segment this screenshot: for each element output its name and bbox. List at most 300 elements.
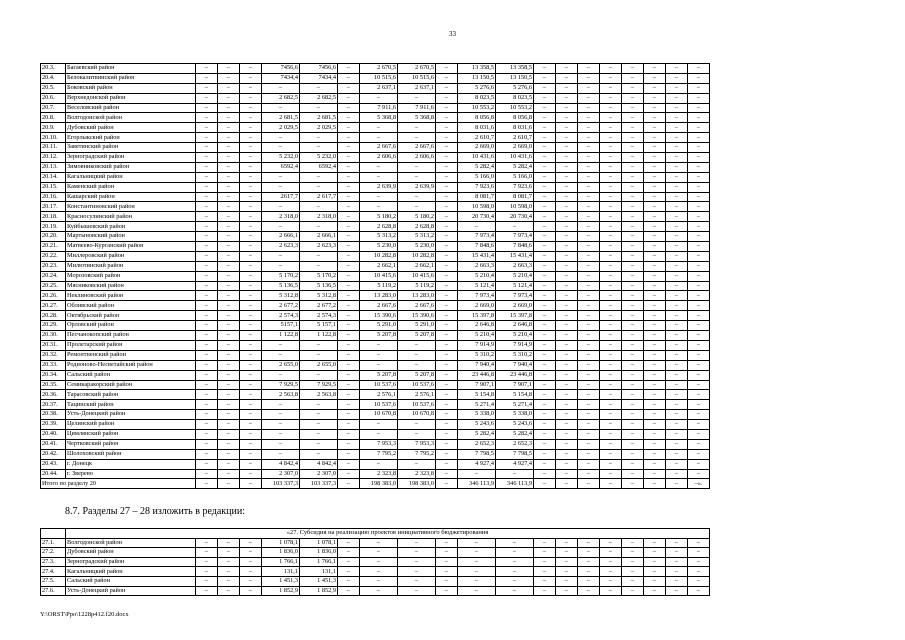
value-cell: – [666,172,688,182]
value-cell: – [534,162,556,172]
value-cell: – [666,586,688,596]
value-cell: – [688,133,710,143]
district-name: Зерноградский район [66,153,196,163]
row-code: 20.23. [41,261,66,271]
value-cell: – [534,439,556,449]
table-row [41,73,710,83]
value-cell: – [622,113,644,123]
value-cell: 5 207,8 [360,370,398,380]
table-row [41,192,710,202]
value-cell: 2 637,1 [360,83,398,93]
value-cell: – [688,202,710,212]
value-cell: – [622,251,644,261]
value-cell: 5 166,0 [458,172,496,182]
value-cell: – [534,192,556,202]
value-cell: – [600,567,622,577]
value-cell: – [262,350,300,360]
value-cell: – [338,271,360,281]
value-cell: – [688,172,710,182]
value-cell: – [196,548,218,558]
value-cell: – [688,103,710,113]
value-cell: 8 081,7 [458,192,496,202]
value-cell: – [644,271,666,281]
value-cell: – [534,113,556,123]
value-cell: – [262,182,300,192]
row-code: 20.38. [41,410,66,420]
value-cell: – [666,380,688,390]
value-cell: – [556,143,578,153]
value-cell: – [338,410,360,420]
district-name: Кагальницкий район [66,172,196,182]
value-cell: – [338,83,360,93]
value-cell: – [600,153,622,163]
value-cell: 5 282,4 [496,429,534,439]
value-cell: – [622,459,644,469]
value-cell: 13 283,0 [360,291,398,301]
value-cell: 2 667,6 [360,301,398,311]
value-cell: – [196,567,218,577]
row-code: 20.13. [41,162,66,172]
value-cell: – [666,400,688,410]
table-row [41,242,710,252]
value-cell: – [534,331,556,341]
value-cell: – [666,202,688,212]
value-cell: – [556,271,578,281]
value-cell: – [300,429,338,439]
value-cell: – [600,291,622,301]
value-cell: 5 207,8 [398,331,436,341]
value-cell: – [338,192,360,202]
value-cell: – [556,93,578,103]
value-cell: 2 652,3 [458,439,496,449]
value-cell: – [622,103,644,113]
value-cell: – [688,321,710,331]
value-cell: 10 598,0 [458,202,496,212]
value-cell: – [600,162,622,172]
value-cell: 8 023,5 [496,93,534,103]
table-row [41,311,710,321]
value-cell: – [688,331,710,341]
value-cell: 5 271,4 [496,400,534,410]
value-cell: – [436,222,458,232]
value-cell: – [240,400,262,410]
value-cell: – [578,133,600,143]
value-cell: – [196,538,218,548]
value-cell: 13 150,5 [496,73,534,83]
district-name: Кашарский район [66,192,196,202]
value-cell: 7 907,1 [496,380,534,390]
value-cell: 15 390,6 [398,311,436,321]
row-code: 20.19. [41,222,66,232]
value-cell: – [218,390,240,400]
value-cell: – [600,459,622,469]
value-cell: – [578,538,600,548]
value-cell: – [556,380,578,390]
value-cell: – [688,153,710,163]
value-cell: – [600,410,622,420]
value-cell: – [622,538,644,548]
value-cell: – [600,449,622,459]
value-cell: – [360,133,398,143]
value-cell: – [534,340,556,350]
table-row [41,576,710,586]
value-cell: – [556,232,578,242]
value-cell: – [196,429,218,439]
value-cell: – [578,370,600,380]
table-row [41,271,710,281]
value-cell: – [240,162,262,172]
value-cell: – [218,251,240,261]
value-cell: – [534,93,556,103]
value-cell: – [688,291,710,301]
value-cell: – [666,103,688,113]
value-cell: 2 670,5 [398,64,436,74]
value-cell: – [300,83,338,93]
value-cell: – [534,123,556,133]
value-cell: 1 852,9 [262,586,300,596]
value-cell: 131,1 [262,567,300,577]
value-cell: – [360,567,398,577]
value-cell: – [578,172,600,182]
row-code: 20.14. [41,172,66,182]
value-cell: 103 337,3 [300,479,338,489]
value-cell: – [666,469,688,479]
value-cell: 8 023,5 [458,93,496,103]
value-cell: – [436,370,458,380]
value-cell: – [196,251,218,261]
value-cell: – [262,410,300,420]
value-cell: – [436,113,458,123]
value-cell: 2 670,5 [360,64,398,74]
value-cell: – [644,449,666,459]
value-cell: – [578,321,600,331]
main-data-table [40,63,710,489]
value-cell: – [666,83,688,93]
value-cell: – [534,311,556,321]
value-cell: 15 431,4 [458,251,496,261]
value-cell: – [666,576,688,586]
value-cell: – [622,557,644,567]
value-cell: – [534,153,556,163]
value-cell: – [644,390,666,400]
district-name: Мясниковский район [66,281,196,291]
value-cell: – [534,370,556,380]
value-cell: – [578,567,600,577]
value-cell: – [644,93,666,103]
value-cell: – [338,567,360,577]
value-cell: – [578,251,600,261]
value-cell: – [666,93,688,103]
value-cell: – [622,350,644,360]
value-cell: – [622,429,644,439]
value-cell: – [218,73,240,83]
value-cell: – [644,291,666,301]
value-cell: – [556,242,578,252]
value-cell: – [196,410,218,420]
value-cell: – [534,557,556,567]
value-cell: 4 927,4 [496,459,534,469]
value-cell: – [666,232,688,242]
value-cell: 7 973,4 [458,291,496,301]
value-cell: – [398,557,436,567]
value-cell: 10 537,6 [398,380,436,390]
section-27-table [40,528,710,596]
table-row [41,232,710,242]
value-cell: – [688,123,710,133]
value-cell: 4 842,4 [262,459,300,469]
value-cell: – [578,93,600,103]
value-cell: – [622,567,644,577]
value-cell: 10 537,6 [360,400,398,410]
table-row [41,162,710,172]
value-cell: – [556,340,578,350]
value-cell: – [666,390,688,400]
value-cell: – [688,113,710,123]
value-cell: – [600,232,622,242]
value-cell: – [534,143,556,153]
value-cell: 131,1 [300,567,338,577]
value-cell: – [644,143,666,153]
value-cell: – [262,83,300,93]
value-cell: 1 078,1 [300,538,338,548]
value-cell: – [688,182,710,192]
value-cell: – [218,271,240,281]
value-cell: – [338,400,360,410]
value-cell: – [436,586,458,596]
value-cell: – [644,350,666,360]
value-cell: – [600,261,622,271]
value-cell: – [360,123,398,133]
value-cell: – [338,133,360,143]
value-cell: – [196,172,218,182]
value-cell: 5 170,2 [300,271,338,281]
value-cell: 5 313,2 [398,232,436,242]
table-row [41,202,710,212]
value-cell: – [300,182,338,192]
value-cell: – [578,192,600,202]
value-cell: – [436,420,458,430]
value-cell: 20 730,4 [458,212,496,222]
value-cell: – [666,261,688,271]
value-cell: – [556,133,578,143]
value-cell: 103 337,3 [262,479,300,489]
value-cell: – [688,192,710,202]
table-row [41,459,710,469]
value-cell: – [218,459,240,469]
value-cell: 7 911,6 [398,103,436,113]
value-cell: – [644,202,666,212]
value-cell: – [578,212,600,222]
value-cell: – [622,271,644,281]
value-cell: – [262,420,300,430]
value-cell: 1 122,8 [262,331,300,341]
value-cell: – [688,420,710,430]
value-cell: – [622,548,644,558]
value-cell: – [240,83,262,93]
value-cell: – [556,350,578,360]
value-cell: – [458,557,496,567]
value-cell: – [666,439,688,449]
value-cell: – [398,576,436,586]
district-name: Усть-Донецкий район [66,586,196,596]
value-cell: – [688,557,710,567]
value-cell: 2 682,5 [262,93,300,103]
value-cell: – [338,242,360,252]
value-cell: – [688,311,710,321]
row-code: 20.39. [41,420,66,430]
value-cell: 1 836,0 [300,548,338,558]
value-cell: – [600,538,622,548]
value-cell: – [644,548,666,558]
district-name: Миллеровский район [66,251,196,261]
value-cell: – [666,143,688,153]
value-cell: 7 923,6 [496,182,534,192]
value-cell: – [218,93,240,103]
value-cell: – [534,73,556,83]
value-cell: – [436,576,458,586]
value-cell: 7 973,4 [496,232,534,242]
value-cell: – [218,340,240,350]
value-cell: – [578,143,600,153]
value-cell: 1 451,3 [262,576,300,586]
value-cell: – [644,182,666,192]
value-cell: – [644,410,666,420]
value-cell: 7 940,4 [458,360,496,370]
value-cell: – [600,113,622,123]
value-cell: – [360,586,398,596]
value-cell: – [556,469,578,479]
value-cell: – [578,123,600,133]
value-cell: – [338,202,360,212]
value-cell: – [262,400,300,410]
value-cell: – [688,469,710,479]
value-cell: – [666,281,688,291]
value-cell: – [338,301,360,311]
value-cell: – [600,192,622,202]
value-cell: – [556,202,578,212]
value-cell: 2 652,3 [496,439,534,449]
value-cell: – [534,83,556,93]
value-cell: 5 230,0 [398,242,436,252]
row-code: 20.30. [41,331,66,341]
value-cell: 5 210,4 [496,331,534,341]
value-cell: 5 136,5 [300,281,338,291]
value-cell: – [600,469,622,479]
value-cell: – [436,291,458,301]
value-cell: – [622,311,644,321]
value-cell: 10 282,8 [360,251,398,261]
value-cell: – [600,222,622,232]
value-cell: – [496,576,534,586]
value-cell: 7 914,9 [458,340,496,350]
value-cell: – [338,469,360,479]
value-cell: – [196,459,218,469]
value-cell: – [262,261,300,271]
value-cell: – [622,202,644,212]
value-cell: – [196,439,218,449]
value-cell: – [622,301,644,311]
value-cell: 23 446,8 [458,370,496,380]
value-cell: – [436,459,458,469]
value-cell: – [436,400,458,410]
value-cell: – [262,143,300,153]
value-cell: – [338,162,360,172]
value-cell: –». [688,479,710,489]
value-cell: 5 207,8 [398,370,436,380]
value-cell: – [496,469,534,479]
district-name: Неклиновский район [66,291,196,301]
value-cell: – [360,429,398,439]
value-cell: – [666,370,688,380]
value-cell: – [262,103,300,113]
value-cell: – [578,271,600,281]
value-cell: – [556,429,578,439]
value-cell: – [300,449,338,459]
value-cell: – [688,340,710,350]
table-row [41,429,710,439]
value-cell: – [688,567,710,577]
value-cell: – [578,331,600,341]
value-cell: – [436,192,458,202]
value-cell: 5 121,4 [458,281,496,291]
value-cell: – [556,64,578,74]
value-cell: – [644,232,666,242]
value-cell: – [622,162,644,172]
row-code: 20.34. [41,370,66,380]
value-cell: – [360,172,398,182]
district-name: Заветинский район [66,143,196,153]
value-cell: 7 973,4 [458,232,496,242]
district-name: Константиновский район [66,202,196,212]
value-cell: 5 291,0 [398,321,436,331]
district-name: Волгодонской район [66,113,196,123]
value-cell: – [622,469,644,479]
value-cell: – [556,153,578,163]
value-cell: – [218,350,240,360]
value-cell: – [240,153,262,163]
value-cell: – [622,222,644,232]
value-cell: – [398,360,436,370]
district-name: Куйбышевский район [66,222,196,232]
value-cell: – [398,123,436,133]
value-cell: 8 056,8 [458,113,496,123]
value-cell: 1 078,1 [262,538,300,548]
value-cell: – [218,261,240,271]
value-cell: – [360,350,398,360]
value-cell: – [338,143,360,153]
value-cell: – [578,242,600,252]
value-cell: 2 663,3 [458,261,496,271]
value-cell: 5 230,0 [360,242,398,252]
value-cell: – [338,182,360,192]
value-cell: – [360,340,398,350]
value-cell: – [436,331,458,341]
value-cell: – [666,331,688,341]
value-cell: 10 515,6 [398,73,436,83]
value-cell: – [600,321,622,331]
row-code: 20.7. [41,103,66,113]
district-name: Ремонтненский район [66,350,196,360]
value-cell: – [436,360,458,370]
row-code: 20.24. [41,271,66,281]
value-cell: 5 243,6 [458,420,496,430]
value-cell: – [436,439,458,449]
value-cell: – [534,271,556,281]
value-cell: – [578,380,600,390]
value-cell: – [666,420,688,430]
value-cell: – [578,439,600,449]
value-cell: 5 271,4 [458,400,496,410]
